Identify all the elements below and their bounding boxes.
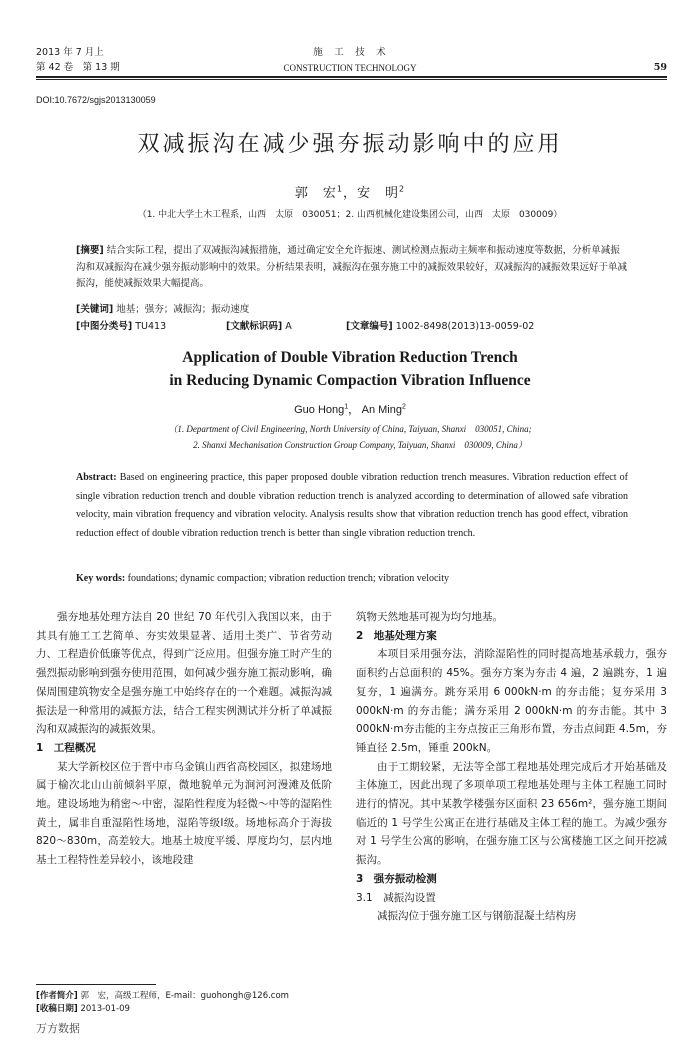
header-rule-thick xyxy=(36,76,667,78)
section-1-heading: 1 工程概况 xyxy=(36,741,96,754)
keywords-en-text: foundations; dynamic compaction; vibration reduction trench; vibration velocity xyxy=(127,573,449,584)
affiliation-cn: （1. 中北大学土木工程系，山西 太原 030051；2. 山西机械化建设集团公司，山西 太原 030009） xyxy=(137,210,563,220)
author-2-en-sup: 2 xyxy=(401,403,406,411)
footnote-author-text: 郭 宏，高级工程师，E-mail：guohongh@126.com xyxy=(80,991,289,1001)
authors-en xyxy=(0,401,700,417)
author-2-sup: 2 xyxy=(399,184,406,194)
doc-label: [文献标识码] xyxy=(226,321,283,332)
author-1-en: Guo Hong xyxy=(294,404,345,416)
footnote-rule xyxy=(36,984,156,985)
page-number: 59 xyxy=(653,62,667,73)
footnote-received-text: 2013-01-09 xyxy=(80,1004,130,1014)
abstract-en-text: Based on engineering practice, this paper proposed double vibration reduction trench measures. Vibration reduction effect of single vibration reduction trench and double vibration reduction trench is analyzed according to determination of allowed safe vibration velocity, main vibration frequency and vibration velocity. Analysis results show that vibration reduction trench has good effect, vibration reduction effect of double vibration reduction trench is better than single vibration reduction trench. xyxy=(76,472,628,539)
continuation-line: 筑物天然地基可视为均匀地基。 xyxy=(356,611,503,623)
affiliation-en-line-2: 2. Shanxi Mechanisation Construction Group Company, Taiyuan, Shanxi 030009, China） xyxy=(193,440,527,450)
keywords-cn-label: [关键词] xyxy=(76,304,114,315)
keywords-en xyxy=(76,570,628,589)
abstract-cn-text: 结合实际工程，提出了双减振沟减振措施，通过确定安全允许振速、测试检测点振动主频率和振动速度等数据，分析单减振沟和双减振沟在减少强夯振动影响中的效果。分析结果表明，减振沟在强夯施工中的减振效果较好，双减振沟的减振效果远好于单减振沟，能使减振效果大幅提高。 xyxy=(76,245,628,289)
clc-value: TU413 xyxy=(135,321,167,332)
header-volume: 第 42 卷 第 13 期 xyxy=(36,62,120,73)
author-1-cn: 郭 宏 xyxy=(294,186,337,201)
author-1-en-sup: 1 xyxy=(344,403,349,411)
classification-line xyxy=(76,319,628,336)
affiliation-en-line-1: （1. Department of Civil Engineering, North University of China, Taiyuan, Shanxi 030051, China; xyxy=(168,424,532,434)
author-1-sup: 1 xyxy=(336,184,343,194)
title-en-line-2: in Reducing Dynamic Compaction Vibration Influence xyxy=(169,372,531,389)
doc-value: A xyxy=(285,321,292,332)
title-en-line-1: Application of Double Vibration Reduction Trench xyxy=(182,349,518,366)
footnote-author xyxy=(36,990,332,1003)
header-journal-cn: 施 工 技 术 xyxy=(313,47,387,58)
section-1-paragraph: 某大学新校区位于晋中市乌金镇山西省高校园区，拟建场地属于榆次北山山前倾斜平原，微地貌单元为涧河河漫滩及低阶地。建设场地为稍密～中密，湿陷性程度为轻微～中等的湿陷性黄土，属非自重湿陷性场地，湿陷等级Ⅰ级。场地标高介于海拔 820～830m，高差较大。地基土坡度平缓、厚度均匀，层内地基土工程特性差异较小，该地段建 xyxy=(36,760,332,867)
section-2-paragraph-1: 本项目采用强夯法，消除湿陷性的同时提高地基承载力，强夯面积约占总面积的 45%。强夯方案为夯击 4 遍，2 遍跳夯，1 遍复夯，1 遍满夯。跳夯采用 6 000kN·m 的夯击能；复夯采用 3 000kN·m 的夯击能；满夯采用 2 000kN·m 的夯击能。其中 3 000kN·m夯击能的主夯点按正三角形布置，夯击点间距 4.5m，夯锤直径 2.5m，锤重 200kN。 xyxy=(356,648,667,754)
authors-cn xyxy=(0,182,700,201)
section-2-paragraph-2: 由于工期较紧，无法等全部工程地基处理完成后才开始基础及主体施工，因此出现了多项单项工程地基处理与主体工程施工同时进行的情况。其中某教学楼强夯区面积 23 656m²，强夯施工期间临近的 1 号学生公寓正在进行基础及主体工程的施工。为减少强夯对 1 号学生公寓的影响，在强夯施工区与公寓楼施工区之间开挖减振沟。 xyxy=(356,760,667,867)
keywords-cn xyxy=(76,302,628,319)
clc-field xyxy=(76,319,226,336)
header-date: 2013 年 7 月上 xyxy=(36,47,104,58)
clc-label: [中图分类号] xyxy=(76,321,133,332)
body-right-column xyxy=(356,608,667,926)
intro-paragraph: 强夯地基处理方法自 20 世纪 70 年代引入我国以来，由于其具有施工工艺简单、夯实效果显著、适用土类广、节省劳动力、工程造价低廉等优点，得到广泛应用。但强夯施工时产生的强烈振动影响到强夯使用范围，如何减少强夯施工振动影响，确保周围建筑物安全是强夯施工中始终存在的一个难题。减振沟减振法是一种常用的减振方法，结合工程实例测试并分析了单减振沟和双减振沟的减振效果。 xyxy=(36,611,332,736)
abstract-en xyxy=(76,469,628,543)
doc-field xyxy=(226,319,346,336)
section-3-1-heading: 3.1 减振沟设置 xyxy=(356,891,436,904)
footnote xyxy=(36,990,332,1016)
abstract-cn xyxy=(76,243,628,293)
keywords-cn-text: 地基；强夯；减振沟；振动速度 xyxy=(116,304,250,315)
abstract-en-label: Abstract: xyxy=(76,472,117,483)
watermark: 万方数据 xyxy=(36,1022,80,1035)
art-field xyxy=(346,321,534,332)
section-3-1-paragraph: 减振沟位于强夯施工区与钢筋混凝土结构房 xyxy=(377,910,577,923)
author-2-cn: ，安 明 xyxy=(343,186,400,201)
art-label: [文章编号] xyxy=(346,321,393,332)
title-cn: 双减振沟在减少强夯振动影响中的应用 xyxy=(137,132,563,157)
doi: DOI:10.7672/sgjs2013130059 xyxy=(36,95,156,105)
author-2-en: ， An Ming xyxy=(348,404,402,416)
footnote-received-label: [收稿日期] xyxy=(36,1004,78,1014)
abstract-cn-label: [摘要] xyxy=(76,245,104,256)
footnote-received xyxy=(36,1003,332,1016)
section-2-heading: 2 地基处理方案 xyxy=(356,629,437,642)
body-left-column xyxy=(36,608,332,870)
header-rule-thin xyxy=(36,79,667,80)
section-3-heading: 3 强夯振动检测 xyxy=(356,872,437,885)
footnote-author-label: [作者简介] xyxy=(36,991,78,1001)
keywords-en-label: Key words: xyxy=(76,573,126,584)
header-journal-en: CONSTRUCTION TECHNOLOGY xyxy=(283,63,417,73)
art-value: 1002-8498(2013)13-0059-02 xyxy=(395,321,535,332)
